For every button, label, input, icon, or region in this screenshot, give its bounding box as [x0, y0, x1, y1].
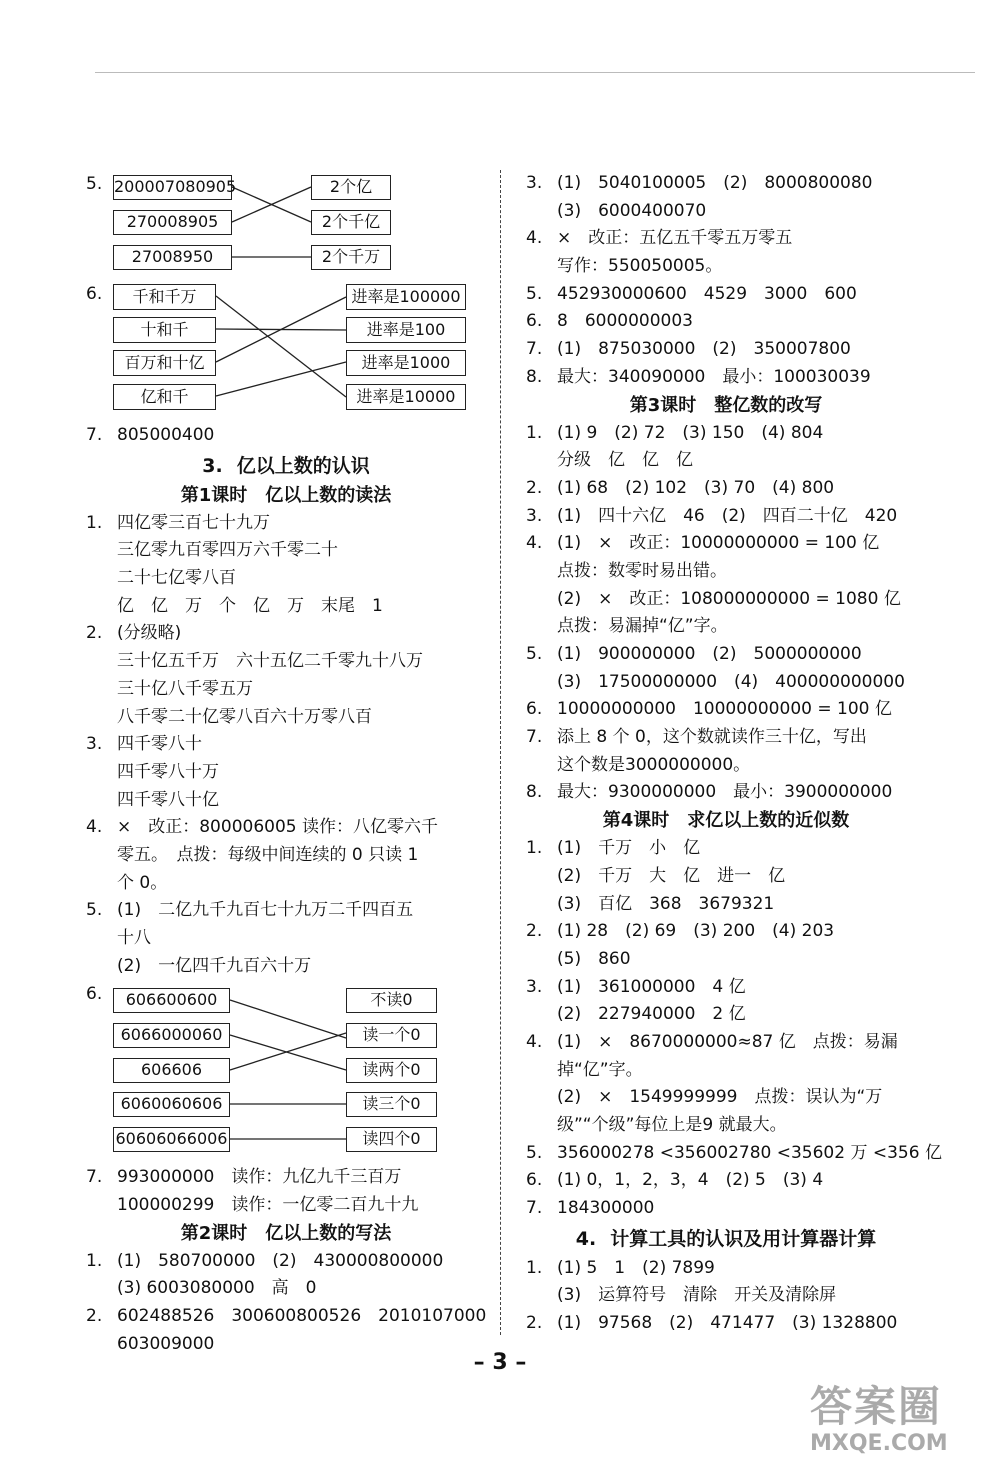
rate-box: 进率是100000 [346, 284, 466, 310]
answer-line [526, 1084, 926, 1112]
answer-line [86, 1275, 486, 1303]
answer-line [526, 1112, 926, 1140]
question-number: 6. [86, 984, 103, 1005]
answer-text: (1) 68 (2) 102 (3) 70 (4) 800 [557, 477, 835, 498]
question-number: 1. [526, 838, 543, 859]
reading-box: 读三个0 [346, 1092, 437, 1117]
section-title: 3. 亿以上数的认识 [202, 454, 370, 477]
question-number: 7. [526, 1198, 543, 1219]
answer-text: 10000000000 10000000000 = 100 亿 [557, 699, 892, 720]
answer-text: × 改正：800006005 读作：八亿零六千 [117, 817, 438, 838]
answer-line [526, 1195, 926, 1223]
answer-line [526, 336, 926, 364]
answer-line [526, 1057, 926, 1085]
answer-text: (2) 227940000 2 亿 [557, 1004, 746, 1025]
answer-line [86, 593, 486, 621]
answer-text: (1) 千万 小 亿 [557, 838, 701, 859]
answer-line [86, 953, 486, 981]
answer-text: 最大：9300000000 最小：3900000000 [557, 782, 893, 803]
answer-text: 四千零八十万 [117, 761, 219, 782]
answer-line [526, 558, 926, 586]
number-box: 200007080905 [113, 175, 232, 200]
lesson-title: 第4课时 求亿以上数的近似数 [602, 810, 850, 832]
answer-line [526, 475, 926, 503]
reading-box: 读一个0 [346, 1023, 437, 1048]
answer-text: 二十七亿零八百 [117, 568, 236, 589]
answer-line [526, 420, 926, 448]
answer-text: (1) 9 (2) 72 (3) 150 (4) 804 [557, 422, 824, 443]
answer-text: (1) 四十六亿 46 (2) 四百二十亿 420 [557, 505, 898, 526]
answer-line [526, 918, 926, 946]
answer-line [526, 724, 926, 752]
answer-text: 四千零八十 [117, 734, 202, 755]
number-box: 6060060606 [113, 1092, 230, 1117]
answer-text: (1) 二亿九千九百七十九万二千四百五 [117, 900, 414, 921]
number-box: 606606 [113, 1058, 230, 1083]
answer-text: × 改正：五亿五千零五万零五 [557, 228, 793, 249]
answer-list [526, 835, 942, 1223]
answer-line [86, 1192, 486, 1220]
answer-line [86, 759, 486, 787]
answer-line [86, 648, 486, 676]
answer-text: 个 0。 [117, 872, 168, 893]
answer-text: (1) 875030000 (2) 350007800 [557, 339, 851, 360]
answer-text: 三十亿五千万 六十五亿二千零九十八万 [117, 651, 423, 672]
answer-list [86, 1164, 486, 1219]
answer-line [526, 696, 926, 724]
answer-text: (1) × 改正：10000000000 = 100 亿 [557, 533, 880, 554]
answer-line [86, 897, 486, 925]
question-number: 2. [526, 1313, 543, 1334]
question-number: 5. [86, 174, 103, 194]
question-number: 4. [526, 1031, 543, 1052]
watermark-url: MXQE.COM [810, 1431, 948, 1456]
question-number: 4. [526, 533, 543, 554]
answer-list [526, 170, 926, 392]
answer-line [86, 1303, 486, 1331]
answer-line [526, 1255, 926, 1283]
answer-line [526, 308, 926, 336]
answer-line: 7. 805000400 [86, 425, 215, 445]
answer-line [526, 503, 926, 531]
rate-box: 进率是10000 [346, 384, 466, 410]
answer-text: (3) 17500000000 (4) 400000000000 [557, 671, 905, 692]
answer-line [526, 1140, 942, 1168]
answer-text: (2) 一亿四千九百六十万 [117, 955, 312, 976]
value-box: 2个亿 [311, 175, 391, 200]
answer-text: 掉“亿”字。 [557, 1059, 643, 1080]
question-number: 8. [526, 782, 543, 803]
question-number: 4. [86, 817, 103, 838]
question-number: 2. [86, 623, 103, 644]
answer-text: 602488526 300600800526 2010107000 [117, 1306, 487, 1327]
answer-text: 8 6000000003 [557, 311, 693, 332]
answer-line [526, 1282, 926, 1310]
number-box: 270008905 [113, 210, 232, 235]
answer-line [526, 752, 926, 780]
answer-text: (1) 28 (2) 69 (3) 200 (4) 203 [557, 921, 835, 942]
answer-text: 四千零八十亿 [117, 789, 219, 810]
question-number: 5. [526, 644, 543, 664]
watermark-text: 答案圈 [810, 1382, 943, 1431]
matching-question-6b [86, 984, 486, 1164]
answer-text: 603009000 [117, 1333, 215, 1354]
item-box: 亿和千 [113, 384, 216, 410]
answer-line [526, 1167, 926, 1195]
answer-line [526, 669, 926, 697]
answer-line [86, 510, 486, 538]
answer-line [86, 842, 486, 870]
question-number: 2. [86, 1306, 103, 1327]
number-box: 60606066006 [113, 1127, 230, 1152]
answer-text: 十八 [117, 928, 151, 948]
answer-line [86, 676, 486, 704]
answer-line [526, 586, 926, 614]
answer-text: (1) × 8670000000≈87 亿 点拨：易漏 [557, 1031, 898, 1052]
value-box: 2个千亿 [311, 210, 391, 235]
lesson-title: 第3课时 整亿数的改写 [629, 394, 823, 416]
answer-text: 点拨：数零时易出错。 [557, 560, 727, 581]
question-number: 5. [526, 283, 543, 304]
question-number: 6. [526, 311, 543, 332]
answer-text: (1) 5 1 (2) 7899 [557, 1257, 715, 1278]
answer-text: 三亿零九百零四万六千零二十 [117, 540, 338, 561]
question-number: 7. [86, 1167, 103, 1188]
rate-box: 进率是100 [346, 317, 466, 343]
question-number: 1. [86, 1250, 103, 1271]
answer-line [86, 925, 486, 953]
column-divider [500, 170, 501, 1335]
item-box: 千和千万 [113, 284, 216, 310]
question-number: 2. [526, 477, 543, 498]
matching-question-6 [86, 282, 486, 422]
number-box: 606600600 [113, 988, 230, 1013]
answer-line [86, 1248, 486, 1276]
answer-line [526, 198, 926, 226]
answer-text: 零五。 点拨：每级中间连续的 0 只读 1 [117, 844, 419, 865]
reading-box: 读四个0 [346, 1127, 437, 1152]
answer-text: 993000000 读作：九亿九千三百万 [117, 1167, 402, 1188]
answer-text: 100000299 读作：一亿零二百九十九 [117, 1195, 419, 1216]
answer-line [526, 891, 926, 919]
left-column [86, 170, 486, 1359]
answer-line [86, 814, 486, 842]
answer-line [526, 530, 926, 558]
answer-text: 亿 亿 万 个 亿 万 末尾 1 [117, 595, 383, 616]
answer-text: (3) 6000400070 [557, 200, 707, 221]
answer-text: (5) 860 [557, 948, 631, 969]
answer-list [86, 510, 486, 981]
answer-text: (2) × 1549999999 点拨：误认为“万 [557, 1087, 883, 1108]
answer-line [86, 787, 486, 815]
answer-line [526, 779, 926, 807]
answer-line [526, 253, 926, 281]
answer-line [526, 641, 926, 669]
answer-text: (1) 900000000 (2) 5000000000 [557, 644, 862, 664]
answer-text: (2) × 改正：108000000000 = 1080 亿 [557, 588, 901, 609]
lesson-title: 第1课时 亿以上数的读法 [180, 484, 392, 506]
answer-line [526, 613, 926, 641]
answer-text: (分级略) [117, 623, 182, 644]
answer-list [526, 420, 926, 808]
matching-question-5 [86, 170, 486, 270]
answer-line [526, 225, 926, 253]
answer-line [86, 565, 486, 593]
answer-text: 添上 8 个 0，这个数就读作三十亿，写出 [557, 727, 867, 748]
question-number: 1. [86, 512, 103, 533]
answer-text: (3) 百亿 368 3679321 [557, 893, 775, 914]
page-number: – 3 – [473, 1350, 527, 1375]
answer-text: (1) 97568 (2) 471477 (3) 1328800 [557, 1313, 898, 1334]
question-number: 6. [526, 1170, 543, 1191]
answer-line [526, 863, 926, 891]
answer-text: 最大：340090000 最小：100030039 [557, 366, 871, 387]
answer-line [526, 364, 926, 392]
answer-line [526, 974, 926, 1002]
question-number: 3. [526, 976, 543, 997]
answer-list [526, 1255, 926, 1338]
answer-text: (3) 6003080000 高 0 [117, 1278, 317, 1299]
answer-text: 356000278 <356002780 <35602 万 <356 亿 [557, 1142, 942, 1163]
answer-line [86, 620, 486, 648]
answer-text: 184300000 [557, 1198, 655, 1219]
answer-line [526, 1029, 926, 1057]
question-number: 6. [86, 284, 103, 304]
question-number: 2. [526, 921, 543, 942]
answer-line [526, 170, 926, 198]
answer-line [526, 835, 926, 863]
answer-text: 级”“个级”每位上是9 就最大。 [557, 1115, 787, 1135]
rate-box: 进率是1000 [346, 350, 466, 376]
answer-line [86, 1164, 486, 1192]
item-box: 百万和十亿 [113, 350, 216, 376]
question-number: 1. [526, 1257, 543, 1278]
question-number: 3. [86, 734, 103, 755]
answer-line [526, 946, 926, 974]
answer-line [526, 281, 926, 309]
answer-text: 这个数是3000000000。 [557, 754, 751, 775]
reading-box: 不读0 [346, 988, 437, 1013]
lesson-title: 第2课时 亿以上数的写法 [180, 1222, 392, 1244]
answer-text: 四亿零三百七十九万 [117, 512, 270, 533]
question-number: 4. [526, 228, 543, 249]
question-number: 3. [526, 505, 543, 526]
answer-text: 写作：550050005。 [557, 256, 723, 277]
reading-box: 读两个0 [346, 1058, 437, 1083]
answer-line [526, 1001, 926, 1029]
answer-text: (1) 361000000 4 亿 [557, 976, 746, 997]
top-rule [95, 72, 975, 73]
question-number: 5. [86, 900, 103, 921]
question-number: 3. [526, 173, 543, 193]
answer-line [86, 704, 486, 732]
answer-text: (1) 0，1，2，3，4 (2) 5 (3) 4 [557, 1170, 824, 1191]
number-box: 27008950 [113, 245, 232, 270]
question-number: 7. [526, 727, 543, 748]
answer-line [526, 447, 926, 475]
question-number: 8. [526, 366, 543, 387]
right-column [526, 170, 942, 1338]
answer-line [86, 870, 486, 898]
answer-line [86, 537, 486, 565]
question-number: 6. [526, 699, 543, 720]
answer-text: 点拨：易漏掉“亿”字。 [557, 616, 728, 637]
question-number: 5. [526, 1142, 543, 1163]
watermark-logo [810, 1383, 980, 1463]
question-number: 1. [526, 422, 543, 443]
answer-line [526, 1310, 926, 1338]
answer-text: (3) 运算符号 清除 开关及清除屏 [557, 1285, 837, 1306]
section-title: 4. 计算工具的认识及用计算器计算 [575, 1227, 877, 1250]
item-box: 十和千 [113, 317, 216, 343]
answer-text: 452930000600 4529 3000 600 [557, 283, 857, 304]
answer-text: 八千零二十亿零八百六十万零八百 [117, 706, 372, 727]
answer-text: 三十亿八千零五万 [117, 678, 253, 699]
answer-list [86, 1248, 486, 1359]
question-number: 7. [526, 339, 543, 360]
value-box: 2个千万 [311, 245, 391, 270]
answer-text: (1) 580700000 (2) 430000800000 [117, 1250, 444, 1271]
answer-text: (1) 5040100005 (2) 8000800080 [557, 173, 873, 193]
number-box: 6066000060 [113, 1023, 230, 1048]
answer-text: 分级 亿 亿 亿 [557, 450, 693, 471]
answer-line [86, 731, 486, 759]
answer-text: (2) 千万 大 亿 进一 亿 [557, 865, 786, 886]
